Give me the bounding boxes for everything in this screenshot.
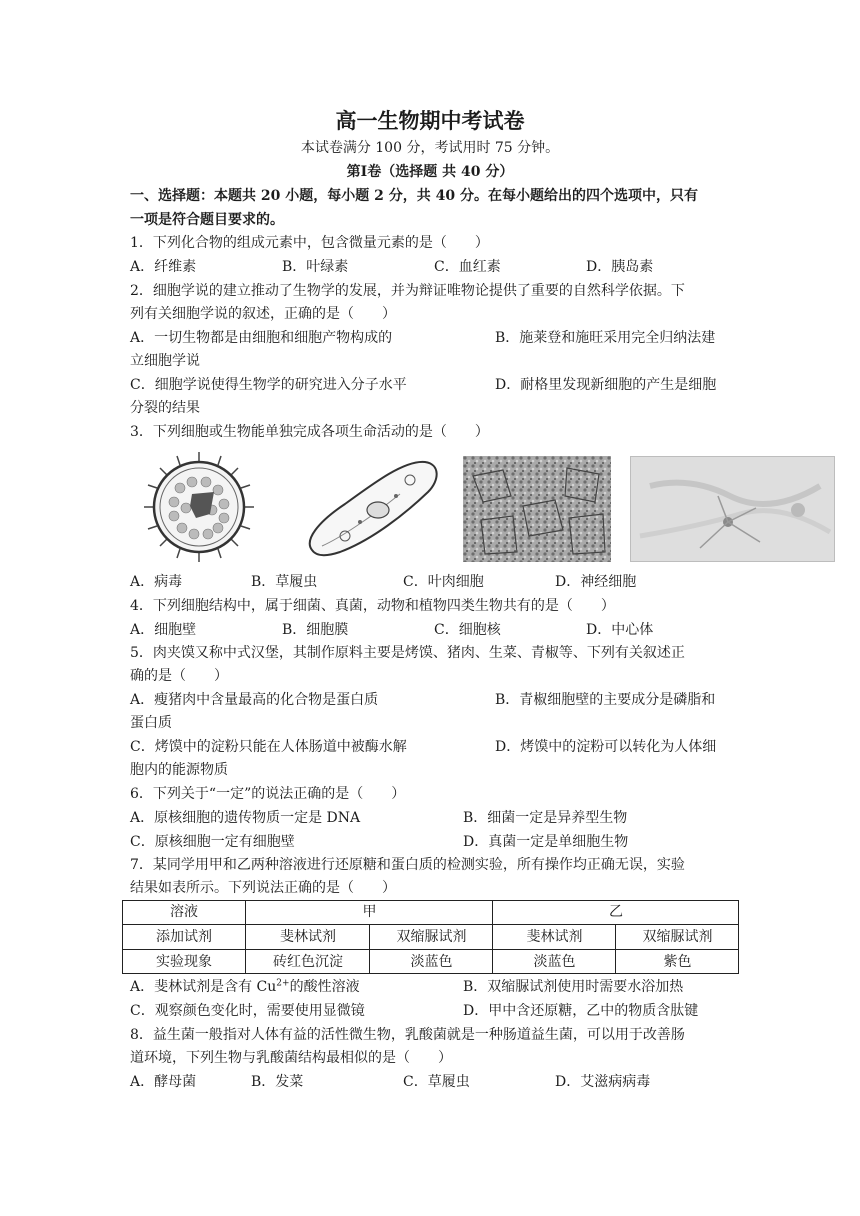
q6-option-b: B．细菌一定是异养型生物 xyxy=(463,810,628,826)
leaf-mesophyll-cell-image xyxy=(463,456,611,562)
table-cell-result-label: 实验现象 xyxy=(156,954,212,970)
table-cell-reagent-2: 双缩脲试剂 xyxy=(396,929,467,945)
q2-option-d-cont: 分裂的结果 xyxy=(130,400,200,416)
q5-stem-line2: 确的是（ ） xyxy=(130,668,228,684)
q8-stem-line2: 道环境，下列生物与乳酸菌结构最相似的是（ ） xyxy=(130,1050,452,1066)
table-cell-result-3: 淡蓝色 xyxy=(533,954,576,970)
q6-option-a: A．原核细胞的遗传物质一定是 DNA xyxy=(130,810,361,826)
q5-option-c: C．烤馍中的淀粉只能在人体肠道中被酶水解 xyxy=(130,739,407,755)
q2-option-d: D．耐格里发现新细胞的产生是细胞 xyxy=(495,377,717,393)
q2-option-b: B．施莱登和施旺采用完全归纳法建 xyxy=(495,330,716,346)
q5-stem-line1: 5．肉夹馍又称中式汉堡，其制作原料主要是烤馍、猪肉、生菜、青椒等、下列有关叙述正 xyxy=(130,645,685,661)
table-cell-result-2: 淡蓝色 xyxy=(410,954,453,970)
table-cell-reagent-label: 添加试剂 xyxy=(156,929,212,945)
q6-stem: 6．下列关于“一定”的说法正确的是（ ） xyxy=(130,786,406,802)
q5-option-b-cont: 蛋白质 xyxy=(130,715,172,731)
q7-option-c: C．观察颜色变化时，需要使用显微镜 xyxy=(130,1003,365,1019)
q7-stem-line2: 结果如表所示。下列说法正确的是（ ） xyxy=(130,880,396,896)
q4-option-a: A．细胞壁 xyxy=(130,622,197,638)
table-cell-result-1: 砖红色沉淀 xyxy=(273,954,343,970)
q4-stem: 4．下列细胞结构中，属于细菌、真菌，动物和植物四类生物共有的是（ ） xyxy=(130,598,615,614)
q7-option-b: B．双缩脲试剂使用时需要水浴加热 xyxy=(463,979,684,995)
q7-stem-line1: 7．某同学用甲和乙两种溶液进行还原糖和蛋白质的检测实验，所有操作均正确无误，实验 xyxy=(130,857,685,873)
q3-option-a: A．病毒 xyxy=(130,574,183,590)
q8-option-d: D．艾滋病病毒 xyxy=(555,1074,651,1090)
q1-option-b: B．叶绿素 xyxy=(282,259,349,275)
q6-option-d: D．真菌一定是单细胞生物 xyxy=(463,834,629,850)
table-cell-solution-label: 溶液 xyxy=(170,904,198,920)
q7-option-a-text: A．斐林试剂是含有 Cu xyxy=(130,979,277,995)
q5-option-a: A．瘦猪肉中含量最高的化合物是蛋白质 xyxy=(130,692,379,708)
q2-option-c: C．细胞学说使得生物学的研究进入分子水平 xyxy=(130,377,407,393)
q1-stem: 1．下列化合物的组成元素中，包含微量元素的是（ ） xyxy=(130,235,489,251)
q7-option-a-superscript: 2+ xyxy=(276,978,290,989)
q4-option-b: B．细胞膜 xyxy=(282,622,349,638)
q5-option-d-cont: 胞内的能源物质 xyxy=(130,762,228,778)
q5-option-b: B．青椒细胞壁的主要成分是磷脂和 xyxy=(495,692,716,708)
nerve-cell-image xyxy=(630,456,835,562)
instructions-line2: 一项是符合题目要求的。 xyxy=(130,212,284,228)
q4-option-d: D．中心体 xyxy=(586,622,654,638)
table-cell-reagent-1: 斐林试剂 xyxy=(280,929,336,945)
q7-option-d: D．甲中含还原糖，乙中的物质含肽键 xyxy=(463,1003,699,1019)
paramecium-image xyxy=(300,452,445,562)
section-title: 第Ⅰ卷（选择题 共 40 分） xyxy=(346,164,514,180)
q8-option-a: A．酵母菌 xyxy=(130,1074,197,1090)
q3-option-b: B．草履虫 xyxy=(251,574,318,590)
table-cell-solution-jia: 甲 xyxy=(362,904,377,920)
q1-option-a: A．纤维素 xyxy=(130,259,197,275)
q2-stem-line2: 列有关细胞学说的叙述，正确的是（ ） xyxy=(130,306,396,322)
q3-option-c: C．叶肉细胞 xyxy=(403,574,484,590)
q1-option-c: C．血红素 xyxy=(434,259,501,275)
q8-option-c: C．草履虫 xyxy=(403,1074,470,1090)
instructions-line1: 一、选择题：本题共 20 小题，每小题 2 分，共 40 分。在每小题给出的四个选项中，只有 xyxy=(130,188,698,204)
q8-option-b: B．发菜 xyxy=(251,1074,304,1090)
q1-option-d: D．胰岛素 xyxy=(586,259,654,275)
table-cell-solution-yi: 乙 xyxy=(609,904,623,920)
q8-stem-line1: 8．益生菌一般指对人体有益的活性微生物，乳酸菌就是一种肠道益生菌，可以用于改善肠 xyxy=(130,1027,685,1043)
q2-option-a: A．一切生物都是由细胞和细胞产物构成的 xyxy=(130,330,393,346)
exam-title: 高一生物期中考试卷 xyxy=(335,108,525,133)
q3-option-d: D．神经细胞 xyxy=(555,574,637,590)
q6-option-c: C．原核细胞一定有细胞壁 xyxy=(130,834,295,850)
table-cell-reagent-4: 双缩脲试剂 xyxy=(642,929,713,945)
q7-option-a xyxy=(130,977,360,997)
table-cell-reagent-3: 斐林试剂 xyxy=(526,929,583,945)
q2-stem-line1: 2．细胞学说的建立推动了生物学的发展，并为辩证唯物论提供了重要的自然科学依据。下 xyxy=(130,283,685,299)
virus-image xyxy=(140,448,258,566)
q7-option-a-text-end: 的酸性溶液 xyxy=(289,979,360,995)
q5-option-d: D．烤馍中的淀粉可以转化为人体细 xyxy=(495,739,717,755)
q4-option-c: C．细胞核 xyxy=(434,622,501,638)
q3-stem: 3．下列细胞或生物能单独完成各项生命活动的是（ ） xyxy=(130,424,489,440)
table-cell-result-4: 紫色 xyxy=(663,954,692,970)
exam-subtitle: 本试卷满分 100 分，考试用时 75 分钟。 xyxy=(300,140,560,156)
q2-option-b-cont: 立细胞学说 xyxy=(130,353,200,369)
